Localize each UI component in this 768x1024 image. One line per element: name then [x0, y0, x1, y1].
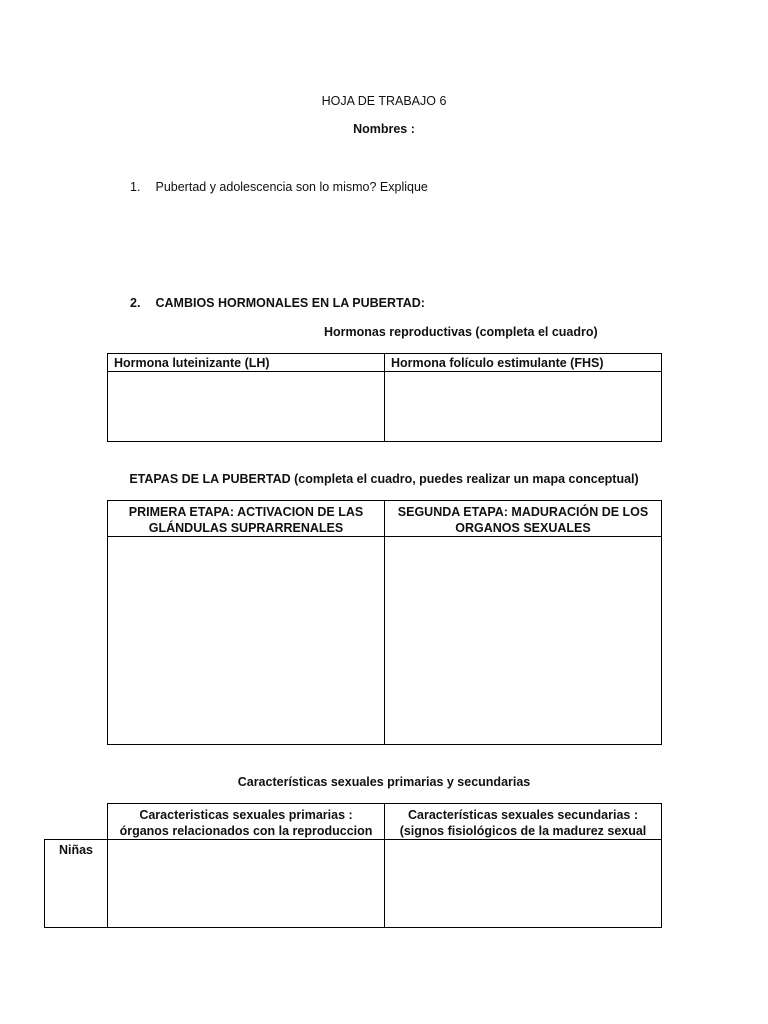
characteristics-cell-secondary-girls[interactable] [385, 840, 662, 928]
hormones-table [107, 353, 662, 442]
hormones-subtitle: Hormonas reproductivas (completa el cuadro) [324, 325, 598, 339]
question-2-number: 2. [130, 296, 141, 310]
question-2-text: CAMBIOS HORMONALES EN LA PUBERTAD: [155, 296, 425, 310]
characteristics-table [44, 803, 662, 928]
stages-cell-second[interactable] [385, 537, 662, 745]
worksheet-title: HOJA DE TRABAJO 6 [321, 94, 447, 108]
characteristics-corner [45, 804, 108, 840]
hormones-cell-fsh[interactable] [385, 372, 662, 442]
characteristics-cell-primary-girls[interactable] [108, 840, 385, 928]
question-2 [130, 296, 425, 310]
names-label: Nombres : [353, 122, 415, 136]
stages-header-first: PRIMERA ETAPA: ACTIVACION DE LAS GLÁNDULAS SUPRARRENALES [108, 501, 385, 537]
characteristics-row-label-girls: Niñas [45, 840, 108, 928]
characteristics-header-secondary: Características sexuales secundarias : (signos fisiológicos de la madurez sexual [385, 804, 662, 840]
stages-table [107, 500, 662, 745]
question-1-number: 1. [130, 180, 141, 194]
stages-subtitle: ETAPAS DE LA PUBERTAD (completa el cuadro, puedes realizar un mapa conceptual) [129, 472, 639, 486]
stages-cell-first[interactable] [108, 537, 385, 745]
characteristics-subtitle: Características sexuales primarias y secundarias [237, 775, 531, 789]
hormones-header-fsh: Hormona folículo estimulante (FHS) [385, 354, 662, 372]
question-1-text: Pubertad y adolescencia son lo mismo? Explique [155, 180, 428, 194]
question-1 [130, 180, 428, 194]
stages-header-second: SEGUNDA ETAPA: MADURACIÓN DE LOS ORGANOS SEXUALES [385, 501, 662, 537]
hormones-header-lh: Hormona luteinizante (LH) [108, 354, 385, 372]
hormones-cell-lh[interactable] [108, 372, 385, 442]
characteristics-header-primary: Caracteristicas sexuales primarias : órganos relacionados con la reproduccion [108, 804, 385, 840]
